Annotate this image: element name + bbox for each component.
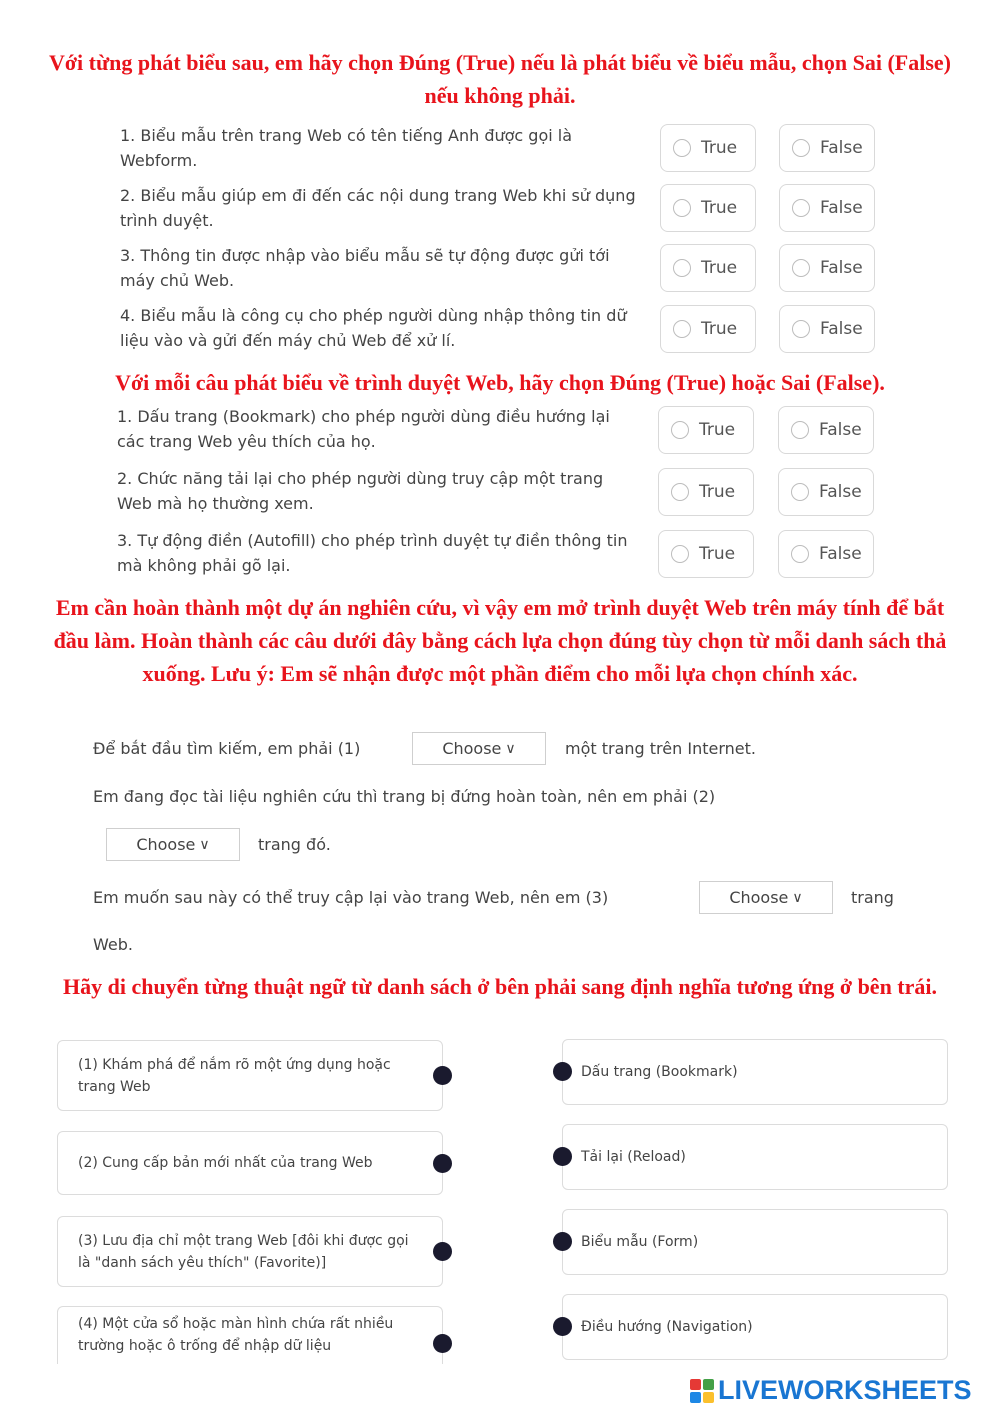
match-right-connector-4[interactable]: [553, 1317, 572, 1336]
chevron-down-icon: ∨: [199, 836, 210, 853]
s3-dropdown-3[interactable]: Choose ∨: [699, 881, 833, 914]
s1-q4-false-option[interactable]: False: [779, 305, 875, 353]
s3-sentence-1-start: Để bắt đầu tìm kiếm, em phải (1): [93, 739, 361, 758]
s1-q4-true-option[interactable]: True: [660, 305, 756, 353]
match-left-connector-3[interactable]: [433, 1242, 452, 1261]
radio-icon: [673, 199, 691, 217]
s1-q3-false-option[interactable]: False: [779, 244, 875, 292]
radio-icon: [671, 421, 689, 439]
match-definition-3: (3) Lưu địa chỉ một trang Web [đôi khi được gọi là "danh sách yêu thích" (Favorite)]: [57, 1216, 443, 1287]
radio-icon: [673, 139, 691, 157]
s1-question-1: 1. Biểu mẫu trên trang Web có tên tiếng Anh được gọi là Webform.: [120, 126, 573, 170]
s1-q1-true-option[interactable]: True: [660, 124, 756, 172]
s3-dropdown-1[interactable]: Choose ∨: [412, 732, 546, 765]
match-right-connector-3[interactable]: [553, 1232, 572, 1251]
radio-icon: [791, 421, 809, 439]
match-term-4[interactable]: Điều hướng (Navigation): [562, 1294, 948, 1360]
s2-question-3: 3. Tự động điền (Autofill) cho phép trình duyệt tự điền thông tin mà không phải gõ lại.: [117, 531, 628, 575]
match-left-connector-1[interactable]: [433, 1066, 452, 1085]
radio-icon: [671, 483, 689, 501]
match-definition-1: (1) Khám phá để nắm rõ một ứng dụng hoặc trang Web: [57, 1040, 443, 1111]
s2-q3-true-option[interactable]: True: [658, 530, 754, 578]
s2-q1-false-option[interactable]: False: [778, 406, 874, 454]
match-definition-2: (2) Cung cấp bản mới nhất của trang Web: [57, 1131, 443, 1195]
s1-q3-true-option[interactable]: True: [660, 244, 756, 292]
radio-icon: [792, 139, 810, 157]
section1-heading: Với từng phát biểu sau, em hãy chọn Đúng (True) nếu là phát biểu về biểu mẫu, chọn Sai (False) nếu không phải.: [48, 50, 952, 108]
match-definition-4: (4) Một cửa sổ hoặc màn hình chứa rất nhiều trường hoặc ô trống để nhập dữ liệu: [57, 1306, 443, 1364]
s2-question-1: 1. Dấu trang (Bookmark) cho phép người dùng điều hướng lại các trang Web yêu thích của họ.: [117, 407, 610, 451]
liveworksheets-brand: [690, 1375, 972, 1406]
s1-q1-false-option[interactable]: False: [779, 124, 875, 172]
match-term-3[interactable]: Biểu mẫu (Form): [562, 1209, 948, 1275]
chevron-down-icon: ∨: [792, 889, 803, 906]
s3-sentence-1-end: một trang trên Internet.: [565, 739, 756, 758]
match-left-connector-2[interactable]: [433, 1154, 452, 1173]
radio-icon: [792, 259, 810, 277]
s1-question-2: 2. Biểu mẫu giúp em đi đến các nội dung trang Web khi sử dụng trình duyệt.: [120, 186, 636, 230]
liveworksheets-logo-icon: [690, 1379, 714, 1403]
chevron-down-icon: ∨: [505, 740, 516, 757]
match-left-connector-4[interactable]: [433, 1334, 452, 1353]
match-right-connector-1[interactable]: [553, 1062, 572, 1081]
section3-heading: Em cần hoàn thành một dự án nghiên cứu, vì vậy em mở trình duyệt Web trên máy tính để bắt đầu làm. Hoàn thành các câu dưới đây bằng cách lựa chọn đúng tùy chọn từ mỗi danh sách thả xuống. Lưu ý: Em sẽ nhận được một phần điểm cho mỗi lựa chọn chính xác.: [53, 595, 947, 686]
radio-icon: [792, 320, 810, 338]
radio-icon: [792, 199, 810, 217]
logo-square: [703, 1392, 714, 1403]
logo-square: [690, 1392, 701, 1403]
match-term-2[interactable]: Tải lại (Reload): [562, 1124, 948, 1190]
s1-question-4: 4. Biểu mẫu là công cụ cho phép người dùng nhập thông tin dữ liệu vào và gửi đến máy chủ Web để xử lí.: [120, 306, 627, 350]
section4-heading: Hãy di chuyển từng thuật ngữ từ danh sách ở bên phải sang định nghĩa tương ứng ở bên trái.: [62, 974, 938, 999]
brand-name: LIVEWORKSHEETS: [718, 1375, 972, 1405]
s1-q2-false-option[interactable]: False: [779, 184, 875, 232]
section2-heading: Với mỗi câu phát biểu về trình duyệt Web, hãy chọn Đúng (True) hoặc Sai (False).: [115, 370, 885, 395]
s2-q2-false-option[interactable]: False: [778, 468, 874, 516]
s2-q1-true-option[interactable]: True: [658, 406, 754, 454]
match-right-connector-2[interactable]: [553, 1147, 572, 1166]
logo-square: [690, 1379, 701, 1390]
radio-icon: [673, 259, 691, 277]
s3-sentence-3-tail: Web.: [93, 935, 133, 954]
logo-square: [703, 1379, 714, 1390]
s2-question-2: 2. Chức năng tải lại cho phép người dùng truy cập một trang Web mà họ thường xem.: [117, 469, 604, 513]
s2-q2-true-option[interactable]: True: [658, 468, 754, 516]
radio-icon: [671, 545, 689, 563]
s3-sentence-2-end: trang đó.: [258, 835, 331, 854]
match-term-1[interactable]: Dấu trang (Bookmark): [562, 1039, 948, 1105]
s1-question-3: 3. Thông tin được nhập vào biểu mẫu sẽ tự động được gửi tới máy chủ Web.: [120, 246, 610, 290]
s3-dropdown-2[interactable]: Choose ∨: [106, 828, 240, 861]
radio-icon: [791, 483, 809, 501]
s1-q2-true-option[interactable]: True: [660, 184, 756, 232]
s3-sentence-3-start: Em muốn sau này có thể truy cập lại vào trang Web, nên em (3): [93, 888, 609, 907]
s3-sentence-2-start: Em đang đọc tài liệu nghiên cứu thì trang bị đứng hoàn toàn, nên em phải (2): [93, 787, 716, 806]
s2-q3-false-option[interactable]: False: [778, 530, 874, 578]
radio-icon: [791, 545, 809, 563]
radio-icon: [673, 320, 691, 338]
s3-sentence-3-end: trang: [851, 888, 894, 907]
